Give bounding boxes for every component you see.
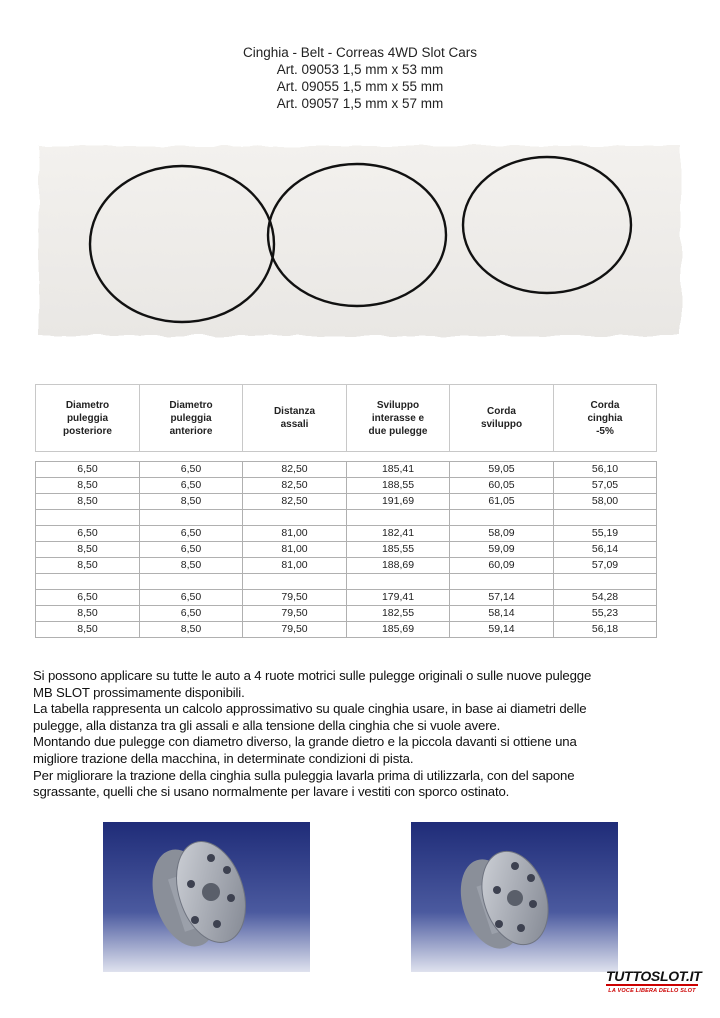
table-cell: 55,19 <box>554 526 657 542</box>
table-cell: 59,05 <box>450 462 554 478</box>
table-row <box>36 542 657 558</box>
header-line: puleggia <box>66 412 109 424</box>
empty-cell <box>450 574 554 590</box>
text-line: pulegge, alla distanza tra gli assali e alla tensione della cinghia che si vuole avere. <box>33 717 501 733</box>
table-cell: 58,00 <box>554 494 657 510</box>
table-cell: 57,14 <box>450 590 554 606</box>
table-cell: 79,50 <box>243 622 347 638</box>
header-line: Diametro <box>169 399 213 411</box>
table-cell: 185,69 <box>347 622 450 638</box>
page-title: Cinghia - Belt - Correas 4WD Slot Cars <box>242 45 478 60</box>
photo-background <box>39 146 681 336</box>
table-cell: 6,50 <box>140 590 243 606</box>
empty-cell <box>140 452 243 462</box>
table-cell: 182,41 <box>347 526 450 542</box>
title-block <box>0 44 720 112</box>
article-line: Art. 09057 1,5 mm x 57 mm <box>276 96 444 111</box>
table-cell: 58,14 <box>450 606 554 622</box>
table-cell: 82,50 <box>243 462 347 478</box>
empty-cell <box>140 510 243 526</box>
header-line: -5% <box>596 425 614 437</box>
empty-cell <box>554 452 657 462</box>
table-cell: 6,50 <box>36 526 140 542</box>
table-cell: 57,09 <box>554 558 657 574</box>
table-cell: 59,14 <box>450 622 554 638</box>
empty-cell <box>36 452 140 462</box>
pulley-render-left <box>103 822 310 972</box>
logo-name: TUTTOSLOT.IT <box>606 968 702 984</box>
table-cell: 182,55 <box>347 606 450 622</box>
table-header-cell <box>243 385 347 452</box>
table-header-cell <box>36 385 140 452</box>
table-cell: 6,50 <box>140 526 243 542</box>
empty-cell <box>243 452 347 462</box>
empty-cell <box>347 574 450 590</box>
table-cell: 179,41 <box>347 590 450 606</box>
empty-cell <box>36 510 140 526</box>
table-cell: 60,09 <box>450 558 554 574</box>
table-cell: 191,69 <box>347 494 450 510</box>
tuttoslot-logo <box>606 968 702 994</box>
table-cell: 188,69 <box>347 558 450 574</box>
table-cell: 79,50 <box>243 606 347 622</box>
text-line: Montando due pulegge con diametro diverso, la grande dietro e la piccola davanti si ottiene una <box>33 734 577 750</box>
table-cell: 8,50 <box>36 542 140 558</box>
table-header-cell <box>347 385 450 452</box>
table-row <box>36 478 657 494</box>
header-line: cinghia <box>587 412 623 424</box>
header-line: sviluppo <box>480 419 523 430</box>
table-cell: 6,50 <box>140 478 243 494</box>
table-cell: 60,05 <box>450 478 554 494</box>
table-cell: 8,50 <box>140 494 243 510</box>
table-cell: 56,18 <box>554 622 657 638</box>
empty-cell <box>140 574 243 590</box>
empty-cell <box>450 510 554 526</box>
table-cell: 58,09 <box>450 526 554 542</box>
header-line: Diametro <box>65 399 110 411</box>
description-text <box>33 668 683 801</box>
table-cell: 57,05 <box>554 478 657 494</box>
table-cell: 81,00 <box>243 558 347 574</box>
table-cell: 56,10 <box>554 462 657 478</box>
table-cell: 56,14 <box>554 542 657 558</box>
text-line: La tabella rappresenta un calcolo approssimativo su quale cinghia usare, in base ai diametri delle <box>33 701 587 717</box>
text-line: sgrassante, quelli che si usano normalmente per lavare i vestiti con sporco ostinato. <box>33 784 510 800</box>
header-line: Sviluppo <box>376 399 420 411</box>
table-spacer-row <box>36 452 657 462</box>
table-cell: 8,50 <box>140 558 243 574</box>
table-row <box>36 462 657 478</box>
table-cell: 6,50 <box>36 590 140 606</box>
belts-photo <box>36 140 684 340</box>
header-line: Distanza <box>273 406 316 417</box>
table-cell: 79,50 <box>243 590 347 606</box>
header-line: anteriore <box>169 425 213 437</box>
table-cell: 6,50 <box>140 542 243 558</box>
table-row <box>36 590 657 606</box>
table-cell: 8,50 <box>140 622 243 638</box>
empty-cell <box>554 510 657 526</box>
table-header-cell <box>450 385 554 452</box>
table-cell: 6,50 <box>140 606 243 622</box>
logo-tagline: LA VOCE LIBERA DELLO SLOT <box>608 988 696 994</box>
article-line: Art. 09055 1,5 mm x 55 mm <box>276 79 444 94</box>
table-cell: 8,50 <box>36 478 140 494</box>
table-spacer-row <box>36 574 657 590</box>
header-line: Corda <box>487 406 516 417</box>
table-cell: 8,50 <box>36 606 140 622</box>
table-cell: 59,09 <box>450 542 554 558</box>
header-line: due pulegge <box>368 425 428 437</box>
table-cell: 82,50 <box>243 478 347 494</box>
table-row <box>36 558 657 574</box>
table-header-cell <box>140 385 243 452</box>
table-cell: 8,50 <box>36 622 140 638</box>
text-line: migliore trazione della macchina, in determinate condizioni di pista. <box>33 750 414 766</box>
table-cell: 8,50 <box>36 494 140 510</box>
belt-table <box>35 384 656 638</box>
table-row <box>36 606 657 622</box>
empty-cell <box>450 452 554 462</box>
table-cell: 81,00 <box>243 542 347 558</box>
article-line: Art. 09053 1,5 mm x 53 mm <box>276 62 444 77</box>
pulley-render-right <box>411 822 618 972</box>
header-line: puleggia <box>170 412 212 424</box>
table-cell: 6,50 <box>36 462 140 478</box>
empty-cell <box>554 574 657 590</box>
table-cell: 8,50 <box>36 558 140 574</box>
header-line: posteriore <box>63 425 112 437</box>
table-cell: 185,41 <box>347 462 450 478</box>
table-cell: 6,50 <box>140 462 243 478</box>
table-header-row <box>36 385 657 452</box>
text-line: Si possono applicare su tutte le auto a 4 ruote motrici sulle pulegge originali o sulle nuove pulegge <box>33 668 592 683</box>
empty-cell <box>243 510 347 526</box>
table-cell: 185,55 <box>347 542 450 558</box>
empty-cell <box>243 574 347 590</box>
table-spacer-row <box>36 510 657 526</box>
table-header-cell <box>554 385 657 452</box>
header-line: assali <box>280 419 309 430</box>
table-cell: 81,00 <box>243 526 347 542</box>
table-cell: 188,55 <box>347 478 450 494</box>
table-row <box>36 622 657 638</box>
table-row <box>36 526 657 542</box>
text-line: MB SLOT prossimamente disponibili. <box>33 684 245 700</box>
empty-cell <box>36 574 140 590</box>
empty-cell <box>347 452 450 462</box>
header-line: Corda <box>590 399 620 411</box>
empty-cell <box>347 510 450 526</box>
table-row <box>36 494 657 510</box>
table-cell: 54,28 <box>554 590 657 606</box>
table-cell: 61,05 <box>450 494 554 510</box>
table-cell: 55,23 <box>554 606 657 622</box>
text-line: Per migliorare la trazione della cinghia sulla puleggia lavarla prima di utilizzarla, con del sapone <box>33 767 575 783</box>
header-line: interasse e <box>371 412 425 424</box>
table-cell: 82,50 <box>243 494 347 510</box>
